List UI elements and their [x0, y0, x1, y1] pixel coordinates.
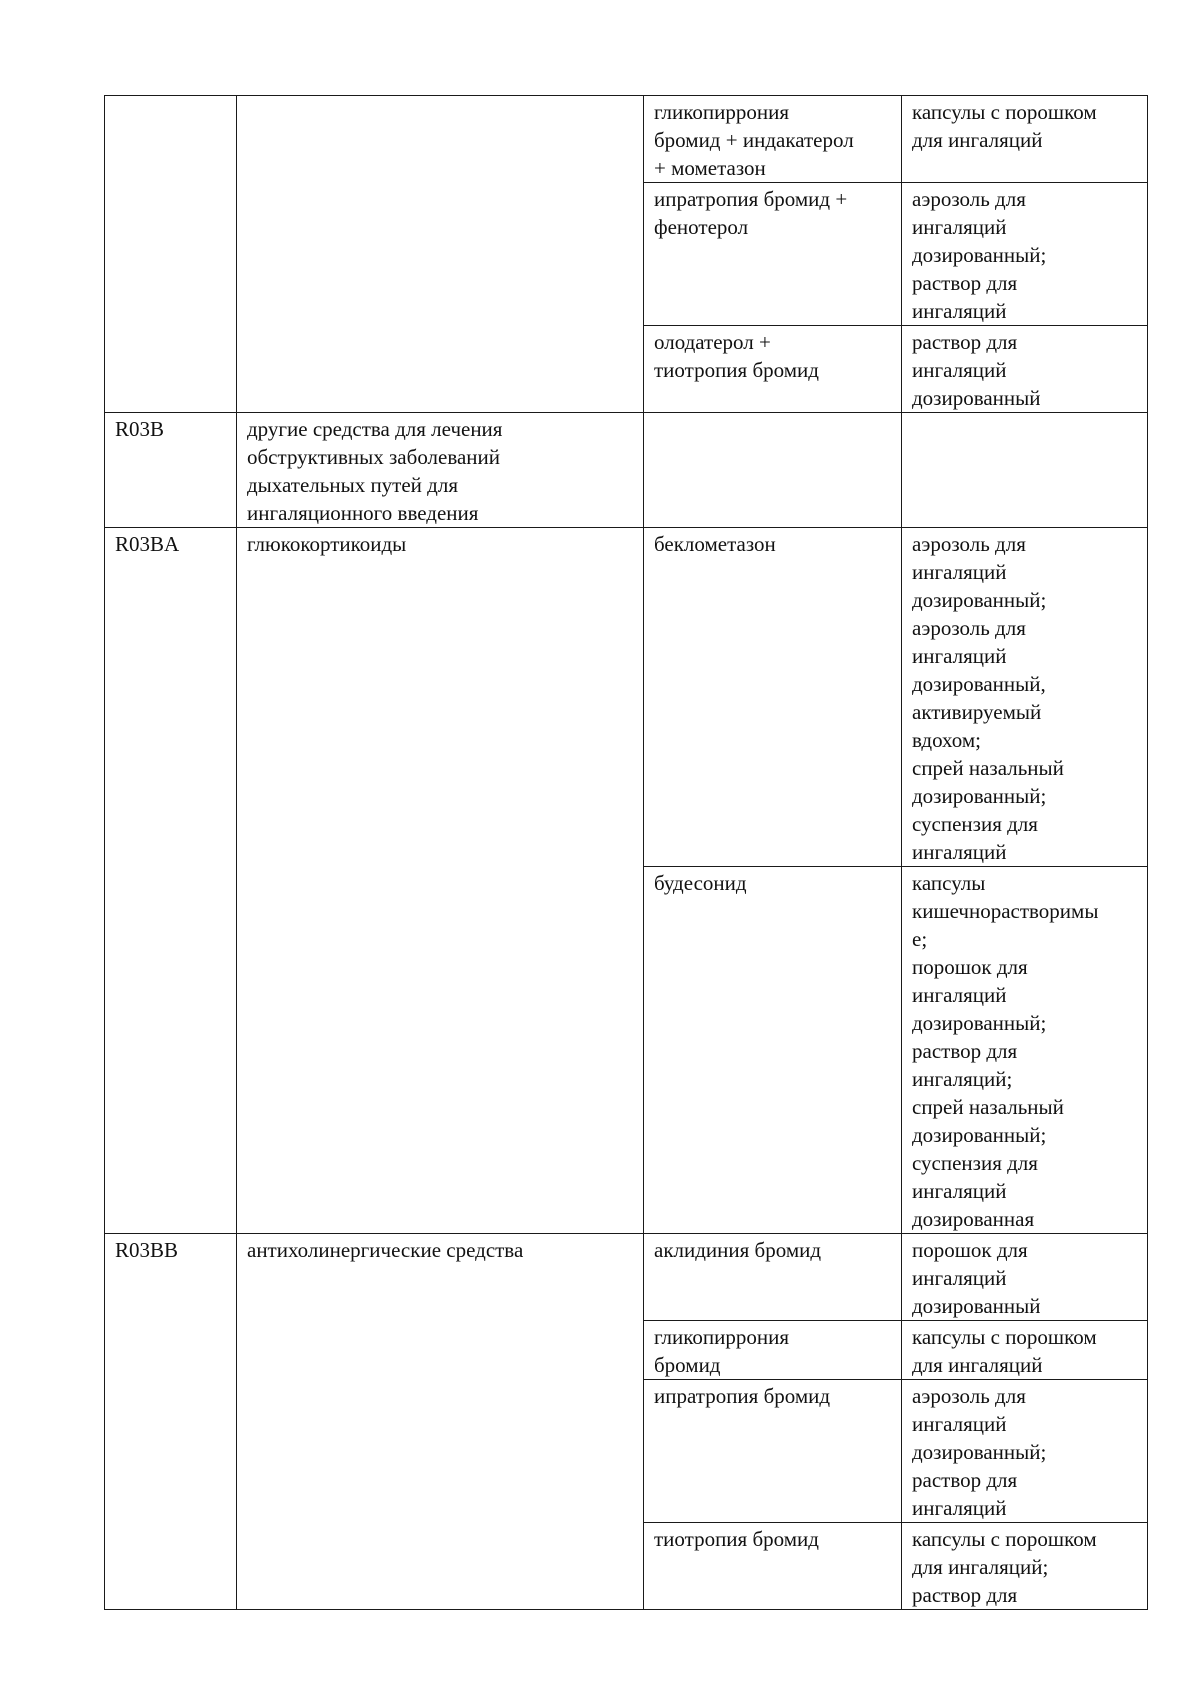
drug-name-cell: гликопиррония бромид + индакатерол + мометазон	[644, 96, 902, 183]
drug-name-cell: будесонид	[644, 867, 902, 1234]
atc-group-cell: антихолинергические средства	[237, 1234, 644, 1610]
atc-code-cell: R03B	[105, 413, 237, 528]
dosage-form-cell: раствор для ингаляций дозированный	[902, 326, 1148, 413]
dosage-form-cell: аэрозоль для ингаляций дозированный; аэрозоль для ингаляций дозированный, активируемый вдохом; спрей назальный дозированный; суспензия для ингаляций	[902, 528, 1148, 867]
dosage-form-cell	[902, 413, 1148, 528]
table-row	[105, 528, 1148, 867]
drug-name-cell: аклидиния бромид	[644, 1234, 902, 1321]
table-row	[105, 96, 1148, 183]
atc-group-cell: другие средства для лечения обструктивных заболеваний дыхательных путей для ингаляционного введения	[237, 413, 644, 528]
drug-name-cell: олодатерол + тиотропия бромид	[644, 326, 902, 413]
drug-name-cell	[644, 413, 902, 528]
atc-group-cell: глюкокортикоиды	[237, 528, 644, 1234]
atc-group-cell	[237, 96, 644, 413]
dosage-form-cell: капсулы кишечнорастворимы е; порошок для ингаляций дозированный; раствор для ингаляций; спрей назальный дозированный; суспензия для ингаляций дозированная	[902, 867, 1148, 1234]
drug-name-cell: ипратропия бромид + фенотерол	[644, 183, 902, 326]
atc-code-cell	[105, 96, 237, 413]
drug-classification-table	[104, 95, 1148, 1610]
dosage-form-cell: аэрозоль для ингаляций дозированный; раствор для ингаляций	[902, 1380, 1148, 1523]
table-row	[105, 413, 1148, 528]
drug-name-cell: беклометазон	[644, 528, 902, 867]
dosage-form-cell: порошок для ингаляций дозированный	[902, 1234, 1148, 1321]
drug-name-cell: ипратропия бромид	[644, 1380, 902, 1523]
atc-code-cell: R03BA	[105, 528, 237, 1234]
dosage-form-cell: капсулы с порошком для ингаляций	[902, 96, 1148, 183]
dosage-form-cell: капсулы с порошком для ингаляций	[902, 1321, 1148, 1380]
atc-code-cell: R03BB	[105, 1234, 237, 1610]
dosage-form-cell: аэрозоль для ингаляций дозированный; раствор для ингаляций	[902, 183, 1148, 326]
drug-name-cell: гликопиррония бромид	[644, 1321, 902, 1380]
dosage-form-cell: капсулы с порошком для ингаляций; раствор для	[902, 1523, 1148, 1610]
drug-name-cell: тиотропия бромид	[644, 1523, 902, 1610]
table-row	[105, 1234, 1148, 1321]
